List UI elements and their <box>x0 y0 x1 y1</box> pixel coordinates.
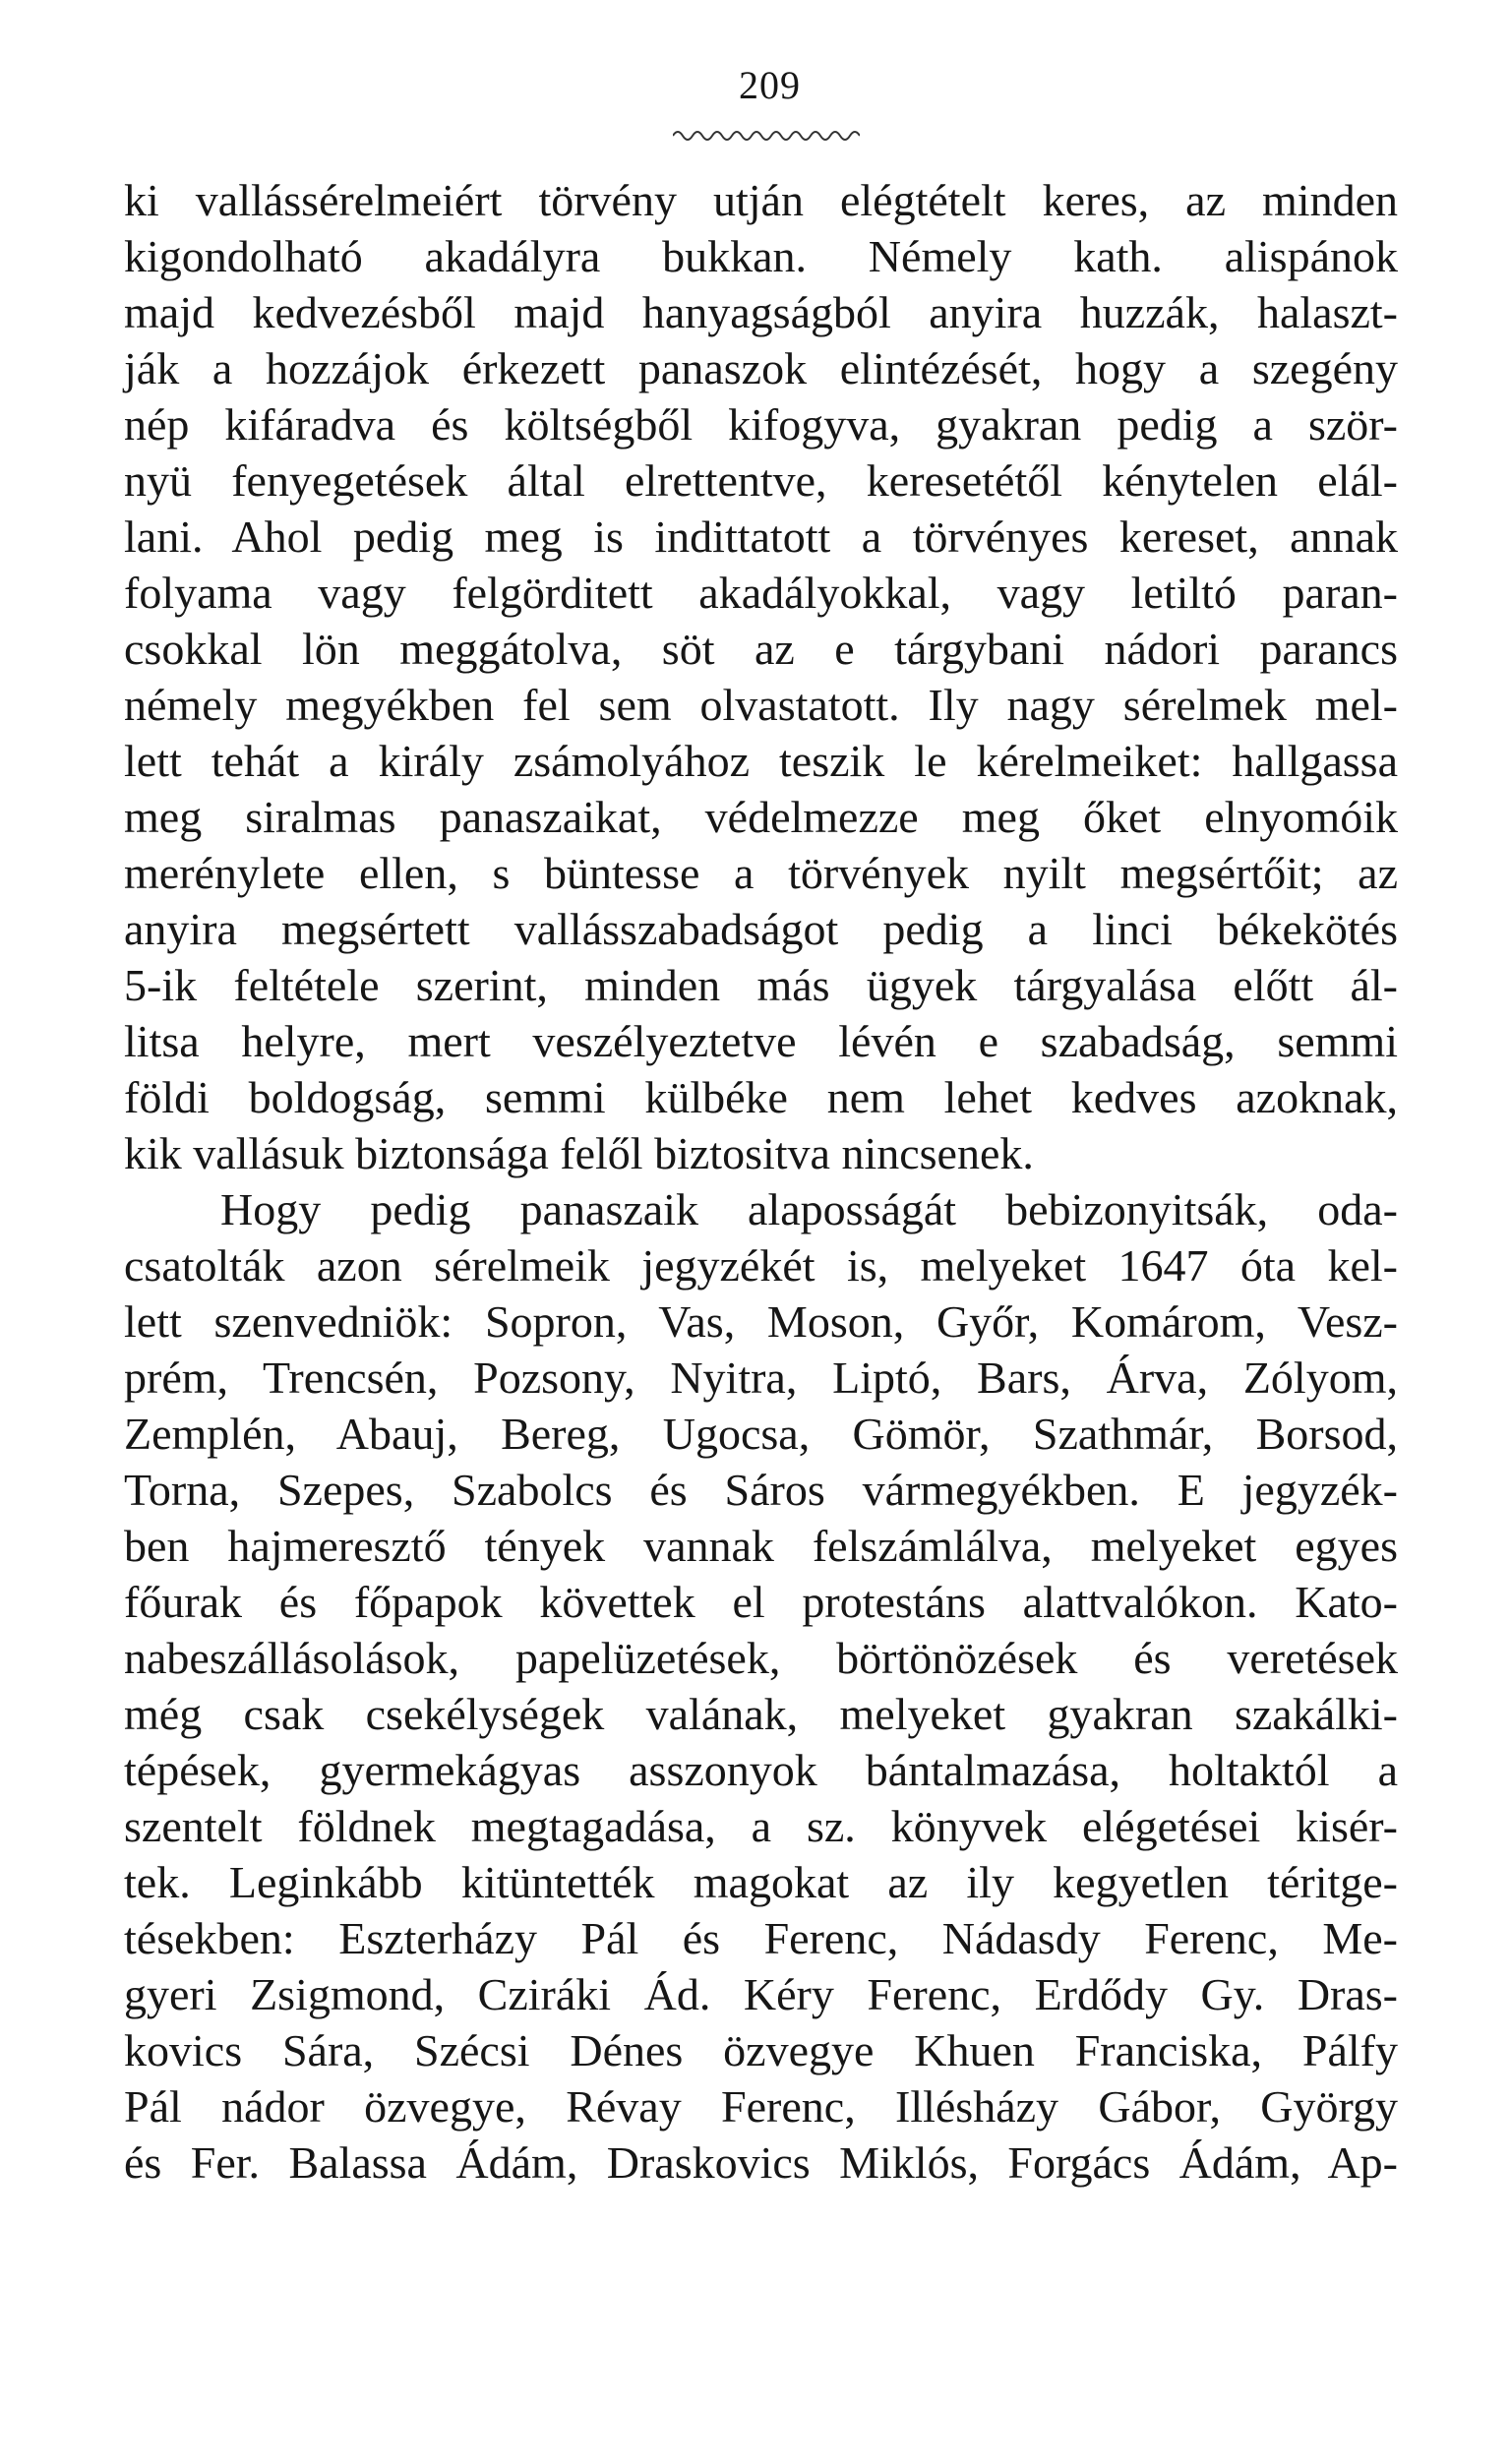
paragraph-1 <box>124 172 1398 1181</box>
text-line: ki vallássérelmeiért törvény utján elégtételt keres, az minden <box>124 175 1398 225</box>
text-line: némely megyékben fel sem olvastatott. Ily nagy sérelmek mel- <box>124 680 1398 730</box>
text-line: Torna, Szepes, Szabolcs és Sáros vármegyékben. E jegyzék- <box>124 1465 1398 1515</box>
text-line: Zemplén, Abauj, Bereg, Ugocsa, Gömör, Szathmár, Borsod, <box>124 1409 1398 1459</box>
text-line: nabeszállásolások, papelüzetések, börtönözések és veretések <box>124 1633 1398 1683</box>
text-line: csokkal lön meggátolva, söt az e tárgybani nádori parancs <box>124 624 1398 674</box>
text-line: csatolták azon sérelmeik jegyzékét is, melyeket 1647 óta kel- <box>124 1240 1398 1291</box>
text-line: merénylete ellen, s büntesse a törvények nyilt megsértőit; az <box>124 848 1398 898</box>
text-line: főurak és főpapok követtek el protestáns alattvalókon. Kato- <box>124 1577 1398 1627</box>
text-line: kik vallásuk biztonsága felől biztositva nincsenek. <box>124 1128 1034 1178</box>
text-line: ják a hozzájok érkezett panaszok elintézését, hogy a szegény <box>124 343 1398 393</box>
text-line: lani. Ahol pedig meg is indittatott a törvényes kereset, annak <box>124 511 1398 562</box>
body-text <box>124 172 1398 2191</box>
text-line: tek. Leginkább kitüntették magokat az ily kegyetlen téritge- <box>124 1857 1398 1907</box>
text-line: kovics Sára, Szécsi Dénes özvegye Khuen Franciska, Pálfy <box>124 2025 1398 2075</box>
text-line: nyü fenyegetések által elrettentve, keresetétől kénytelen elál- <box>124 455 1398 506</box>
text-line: 5-ik feltétele szerint, minden más ügyek tárgyalása előtt ál- <box>124 960 1398 1010</box>
page-header <box>0 61 1510 110</box>
text-line: és Fer. Balassa Ádám, Draskovics Miklós, Forgács Ádám, Ap- <box>124 2137 1398 2188</box>
text-line: tésekben: Eszterházy Pál és Ferenc, Nádasdy Ferenc, Me- <box>124 1913 1398 1963</box>
text-line: ben hajmeresztő tények vannak felszámlálva, melyeket egyes <box>124 1521 1398 1571</box>
text-line: Pál nádor özvegye, Révay Ferenc, Illésházy Gábor, György <box>124 2081 1398 2132</box>
page-number: 209 <box>739 63 801 107</box>
text-line: tépések, gyermekágyas asszonyok bántalmazása, holtaktól a <box>124 1745 1398 1795</box>
text-line: litsa helyre, mert veszélyeztetve lévén e szabadság, semmi <box>124 1016 1398 1066</box>
text-line: lett tehát a király zsámolyához teszik le kérelmeiket: hallgassa <box>124 736 1398 786</box>
text-line: anyira megsértett vallásszabadságot pedig a linci békekötés <box>124 904 1398 954</box>
text-line: folyama vagy felgörditett akadályokkal, vagy letiltó paran- <box>124 568 1398 618</box>
text-line: majd kedvezésből majd hanyagságból anyira huzzák, halaszt- <box>124 287 1398 337</box>
text-line: földi boldogság, semmi külbéke nem lehet kedves azoknak, <box>124 1072 1398 1122</box>
wavy-underline-ornament <box>673 126 860 142</box>
text-line: prém, Trencsén, Pozsony, Nyitra, Liptó, Bars, Árva, Zólyom, <box>124 1352 1398 1403</box>
text-line: Hogy pedig panaszaik alaposságát bebizonyitsák, oda- <box>220 1184 1398 1234</box>
text-line: nép kifáradva és költségből kifogyva, gyakran pedig a ször- <box>124 399 1398 450</box>
text-line: gyeri Zsigmond, Cziráki Ád. Kéry Ferenc, Erdődy Gy. Dras- <box>124 1969 1398 2019</box>
text-line: kigondolható akadályra bukkan. Némely kath. alispánok <box>124 231 1398 281</box>
text-line: még csak csekélységek valának, melyeket gyakran szakálki- <box>124 1689 1398 1739</box>
paragraph-2 <box>124 1181 1398 2191</box>
text-line: meg siralmas panaszaikat, védelmezze meg őket elnyomóik <box>124 792 1398 842</box>
text-line: szentelt földnek megtagadása, a sz. könyvek elégetései kisér- <box>124 1801 1398 1851</box>
text-line: lett szenvedniök: Sopron, Vas, Moson, Győr, Komárom, Vesz- <box>124 1296 1398 1347</box>
